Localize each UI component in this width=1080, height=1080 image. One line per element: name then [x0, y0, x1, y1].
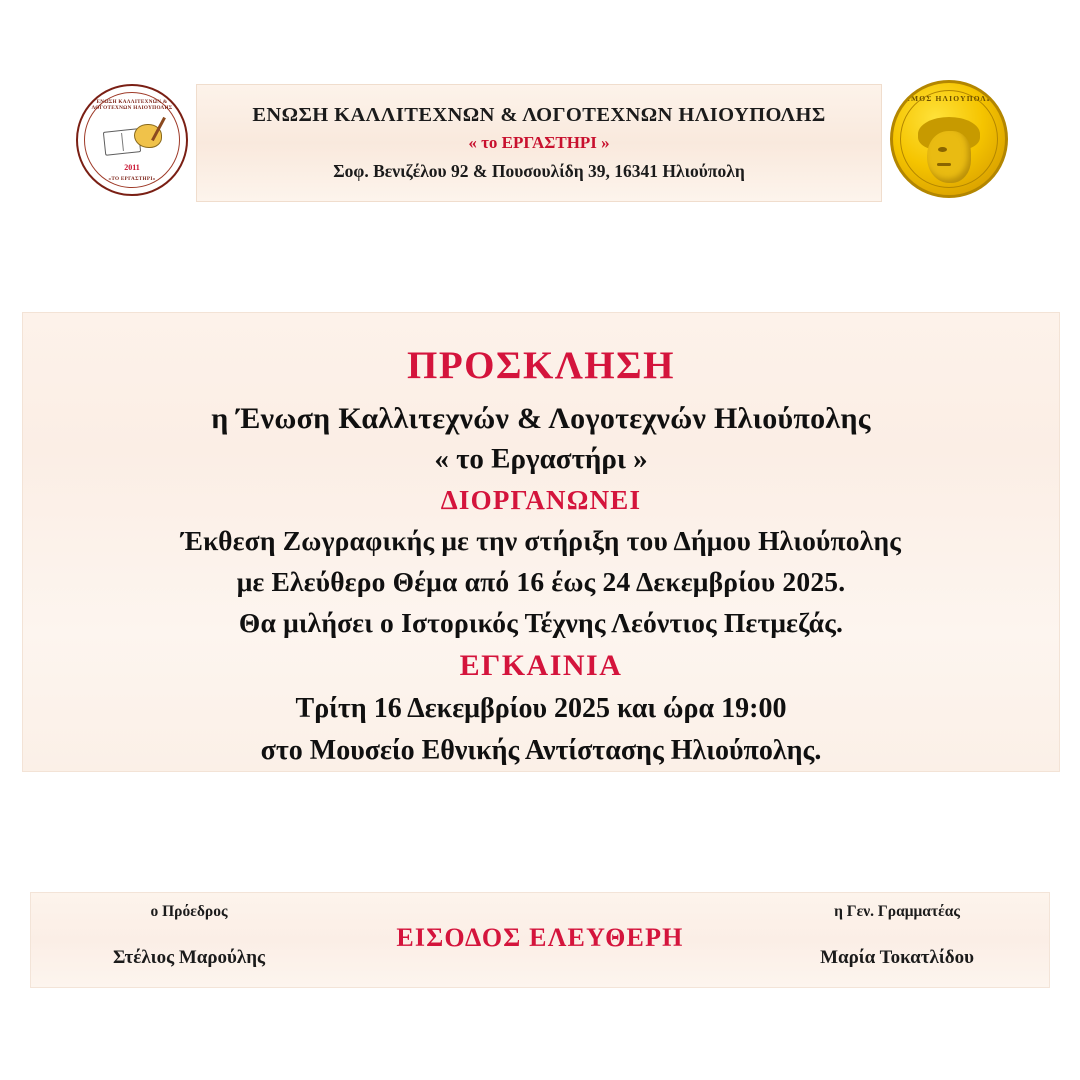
- coin-profile: [927, 131, 971, 183]
- stamp-emblem: [102, 120, 162, 160]
- organization-nickname: « το ΕΡΓΑΣΤΗΡΙ »: [468, 133, 610, 152]
- secretary-name: Μαρία Τοκατλίδου: [820, 947, 974, 968]
- invitation-date-time: Τρίτη 16 Δεκεμβρίου 2025 και ώρα 19:00: [295, 693, 787, 724]
- organization-name: ΕΝΩΣΗ ΚΑΛΛΙΤΕΧΝΩΝ & ΛΟΓΟΤΕΧΝΩΝ ΗΛΙΟΥΠΟΛΗΣ: [252, 104, 826, 126]
- invitation-line-5: Έκθεση Ζωγραφικής με την στήριξη του Δήμου Ηλιούπολης: [180, 525, 902, 556]
- organization-address: Σοφ. Βενιζέλου 92 & Πουσουλίδη 39, 16341 Ηλιούπολη: [333, 161, 745, 181]
- invitation-opening-label: ΕΓΚΑΙΝΙΑ: [459, 649, 623, 682]
- classical-head-icon: [918, 117, 980, 187]
- invitation-line-2: η Ένωση Καλλιτεχνών & Λογοτεχνών Ηλιούπολης: [211, 402, 871, 435]
- footer-band: [30, 892, 1050, 988]
- president-name: Στέλιος Μαρούλης: [112, 947, 266, 968]
- header-band: [196, 84, 882, 202]
- association-stamp-logo: [76, 84, 188, 196]
- invitation-title: ΠΡΟΣΚΛΗΣΗ: [407, 344, 675, 387]
- coin-eye: [938, 147, 947, 152]
- secretary-role: η Γεν. Γραμματέας: [834, 903, 960, 920]
- president-role: ο Πρόεδρος: [150, 903, 228, 920]
- stamp-arc-bottom-text: «ΤΟ ΕΡΓΑΣΤΗΡΙ»: [108, 176, 156, 182]
- invitation-venue: στο Μουσείο Εθνικής Αντίστασης Ηλιούπολης.: [260, 735, 822, 766]
- free-entry-note: ΕΙΣΟΔΟΣ ΕΛΕΥΘΕΡΗ: [396, 923, 684, 952]
- invitation-panel: [22, 312, 1060, 772]
- coin-mouth: [937, 163, 951, 166]
- invitation-line-6: με Ελεύθερο Θέμα από 16 έως 24 Δεκεμβρίου 2025.: [236, 566, 846, 597]
- stamp-year: 2011: [124, 163, 140, 172]
- municipality-coin-logo: [890, 80, 1008, 198]
- invitation-organizes-label: ΔΙΟΡΓΑΝΩΝΕΙ: [440, 485, 642, 515]
- invitation-line-3: « το Εργαστήρι »: [434, 443, 648, 475]
- coin-legend-text: ΔΗΜΟΣ ΗΛΙΟΥΠΟΛΗΣ: [898, 94, 1000, 103]
- secretary-signature-block: [757, 903, 1037, 969]
- stamp-arc-top-text: ΕΝΩΣΗ ΚΑΛΛΙΤΕΧΝΩΝ & ΛΟΓΟΤΕΧΝΩΝ ΗΛΙΟΥΠΟΛΗΣ: [91, 99, 173, 111]
- invitation-line-7: Θα μιλήσει ο Ιστορικός Τέχνης Λεόντιος Πετμεζάς.: [238, 607, 844, 638]
